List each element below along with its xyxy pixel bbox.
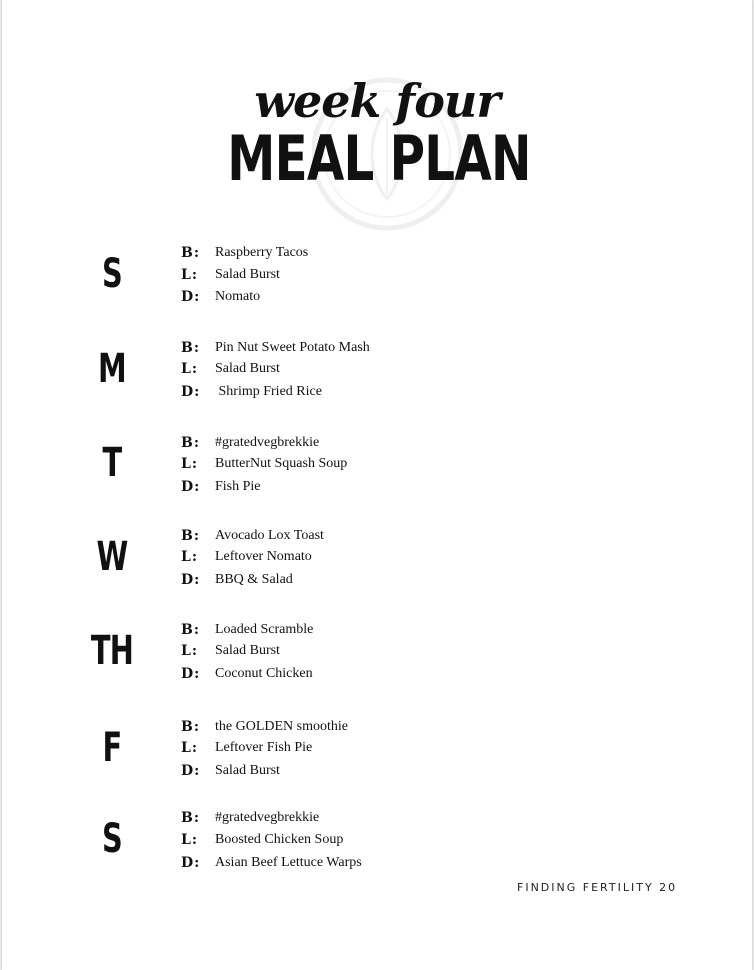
meal-item: Leftover Nomato (215, 549, 312, 564)
meal-row (2, 454, 752, 474)
meal-row (2, 526, 752, 546)
meal-label: D: (181, 384, 201, 400)
meal-item: Salad Burst (215, 361, 280, 376)
day-letter: F (102, 725, 122, 771)
meal-item: #gratedvegbrekkie (215, 435, 320, 450)
meal-item: Boosted Chicken Soup (215, 832, 344, 847)
meal-label: B: (181, 622, 201, 638)
meal-row (2, 359, 752, 379)
meal-item: Salad Burst (215, 763, 280, 778)
meal-label: L: (181, 456, 199, 472)
meal-row (2, 338, 752, 358)
meal-row (2, 853, 752, 873)
meal-label: L: (181, 643, 199, 659)
meal-item: Pin Nut Sweet Potato Mash (215, 340, 370, 355)
meal-label: D: (181, 572, 201, 588)
page-title: MEAL PLAN (227, 122, 531, 195)
meal-item: Raspberry Tacos (215, 245, 309, 260)
meal-label: D: (181, 763, 201, 779)
meal-row (2, 287, 752, 307)
meal-label: B: (181, 340, 201, 356)
meal-item: #gratedvegbrekkie (215, 810, 320, 825)
meal-row (2, 243, 752, 263)
meal-label: D: (181, 666, 201, 682)
meal-label: L: (181, 361, 199, 377)
meal-label: D: (181, 479, 201, 495)
meal-label: D: (181, 855, 201, 871)
meal-row (2, 382, 752, 402)
meal-label: L: (181, 832, 199, 848)
meal-label: B: (181, 528, 201, 544)
meal-item: ButterNut Squash Soup (215, 456, 348, 471)
day-letter: S (101, 816, 123, 862)
meal-row (2, 477, 752, 497)
day-letter: S (101, 251, 123, 297)
meal-row (2, 830, 752, 850)
meal-item: Leftover Fish Pie (215, 740, 313, 755)
meal-row (2, 738, 752, 758)
day-letter: W (96, 534, 128, 580)
meal-row (2, 547, 752, 567)
meal-plan-page (2, 0, 752, 970)
meal-item: BBQ & Salad (215, 572, 293, 587)
meal-row (2, 620, 752, 640)
day-letter: T (102, 440, 122, 486)
meal-item: Asian Beef Lettuce Warps (215, 855, 362, 870)
meal-row (2, 433, 752, 453)
meal-item: Salad Burst (215, 267, 280, 282)
meal-row (2, 808, 752, 828)
meal-row (2, 641, 752, 661)
meal-item: Fish Pie (215, 479, 261, 494)
meal-row (2, 570, 752, 590)
day-letter: TH (90, 628, 134, 674)
meal-row (2, 265, 752, 285)
meal-row (2, 717, 752, 737)
day-letter: M (98, 346, 126, 392)
meal-item: Loaded Scramble (215, 622, 314, 637)
meal-label: D: (181, 289, 201, 305)
meal-label: B: (181, 810, 201, 826)
meal-item: Coconut Chicken (215, 666, 313, 681)
meal-row (2, 664, 752, 684)
meal-label: B: (181, 245, 201, 261)
meal-item: Shrimp Fried Rice (215, 384, 322, 399)
meal-label: B: (181, 719, 201, 735)
page-subtitle: week four (254, 74, 500, 128)
meal-item: Salad Burst (215, 643, 280, 658)
meal-row (2, 761, 752, 781)
meal-item: Nomato (215, 289, 261, 304)
meal-label: B: (181, 435, 201, 451)
meal-label: L: (181, 267, 199, 283)
meal-item: the GOLDEN smoothie (215, 719, 348, 734)
meal-item: Avocado Lox Toast (215, 528, 324, 543)
meal-label: L: (181, 740, 199, 756)
page-footer: FINDING FERTILITY 20 (517, 881, 678, 894)
meal-label: L: (181, 549, 199, 565)
